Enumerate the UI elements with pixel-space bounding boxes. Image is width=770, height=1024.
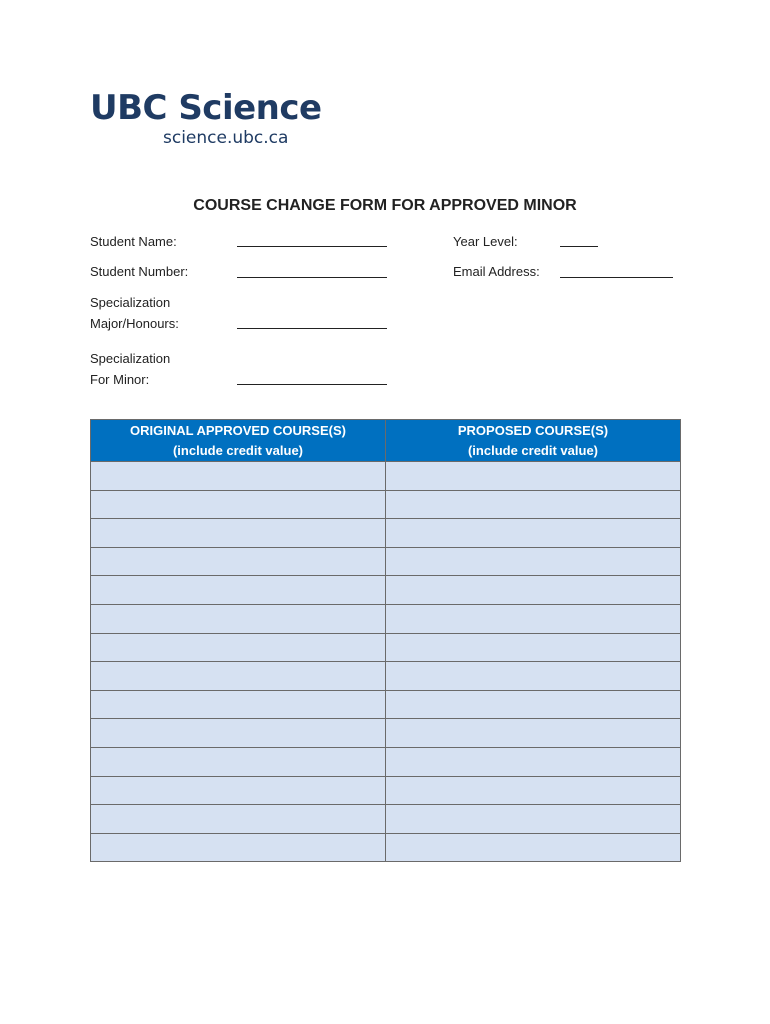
original-course-cell[interactable] bbox=[91, 633, 386, 662]
proposed-course-cell[interactable] bbox=[386, 519, 681, 548]
spec-minor-label-line1: Specialization bbox=[90, 351, 171, 366]
student-number-label: Student Number: bbox=[90, 264, 189, 279]
table-row bbox=[91, 519, 681, 548]
student-name-label: Student Name: bbox=[90, 234, 177, 249]
student-name-field[interactable] bbox=[237, 246, 387, 247]
ubc-science-logo bbox=[90, 88, 322, 148]
table-row bbox=[91, 776, 681, 805]
year-level-label: Year Level: bbox=[453, 234, 518, 249]
original-course-cell[interactable] bbox=[91, 576, 386, 605]
header-sublabel: (include credit value) bbox=[467, 442, 599, 458]
email-address-field[interactable] bbox=[560, 277, 673, 278]
header-label: ORIGINAL APPROVED COURSE(S) bbox=[130, 422, 346, 438]
course-change-table bbox=[90, 419, 681, 862]
proposed-course-cell[interactable] bbox=[386, 662, 681, 691]
header-label: PROPOSED COURSE(S) bbox=[457, 422, 609, 438]
proposed-course-cell[interactable] bbox=[386, 576, 681, 605]
table-row bbox=[91, 490, 681, 519]
original-course-cell[interactable] bbox=[91, 462, 386, 491]
proposed-course-cell[interactable] bbox=[386, 747, 681, 776]
table-header-row bbox=[91, 420, 681, 462]
original-course-cell[interactable] bbox=[91, 805, 386, 834]
proposed-course-cell[interactable] bbox=[386, 833, 681, 862]
proposed-course-cell[interactable] bbox=[386, 490, 681, 519]
table-row bbox=[91, 662, 681, 691]
spec-major-label-line2: Major/Honours: bbox=[90, 316, 179, 331]
table-row bbox=[91, 462, 681, 491]
proposed-course-cell[interactable] bbox=[386, 719, 681, 748]
table-row bbox=[91, 547, 681, 576]
proposed-course-cell[interactable] bbox=[386, 776, 681, 805]
table-row bbox=[91, 719, 681, 748]
spec-major-label-line1: Specialization bbox=[90, 295, 171, 310]
year-level-field[interactable] bbox=[560, 246, 598, 247]
proposed-course-cell[interactable] bbox=[386, 633, 681, 662]
table-row bbox=[91, 805, 681, 834]
original-course-cell[interactable] bbox=[91, 719, 386, 748]
spec-minor-label-line2: For Minor: bbox=[90, 372, 150, 387]
table-body bbox=[91, 462, 681, 862]
student-number-field[interactable] bbox=[237, 277, 387, 278]
original-course-cell[interactable] bbox=[91, 604, 386, 633]
spec-minor-field[interactable] bbox=[237, 384, 387, 385]
proposed-courses-header bbox=[386, 420, 681, 462]
table-row bbox=[91, 633, 681, 662]
original-course-cell[interactable] bbox=[91, 662, 386, 691]
spec-major-field[interactable] bbox=[237, 328, 387, 329]
original-course-cell[interactable] bbox=[91, 519, 386, 548]
email-address-label: Email Address: bbox=[453, 264, 540, 279]
table-row bbox=[91, 604, 681, 633]
proposed-course-cell[interactable] bbox=[386, 690, 681, 719]
proposed-course-cell[interactable] bbox=[386, 462, 681, 491]
original-course-cell[interactable] bbox=[91, 490, 386, 519]
original-course-cell[interactable] bbox=[91, 833, 386, 862]
table-row bbox=[91, 747, 681, 776]
original-course-cell[interactable] bbox=[91, 776, 386, 805]
table-row bbox=[91, 833, 681, 862]
table-row bbox=[91, 576, 681, 605]
form-title: COURSE CHANGE FORM FOR APPROVED MINOR bbox=[193, 197, 577, 214]
original-courses-header bbox=[91, 420, 386, 462]
logo-title: UBC Science bbox=[90, 88, 322, 128]
proposed-course-cell[interactable] bbox=[386, 547, 681, 576]
original-course-cell[interactable] bbox=[91, 747, 386, 776]
logo-url: science.ubc.ca bbox=[163, 128, 289, 148]
table-row bbox=[91, 690, 681, 719]
original-course-cell[interactable] bbox=[91, 690, 386, 719]
original-course-cell[interactable] bbox=[91, 547, 386, 576]
header-sublabel: (include credit value) bbox=[172, 442, 304, 458]
proposed-course-cell[interactable] bbox=[386, 604, 681, 633]
proposed-course-cell[interactable] bbox=[386, 805, 681, 834]
